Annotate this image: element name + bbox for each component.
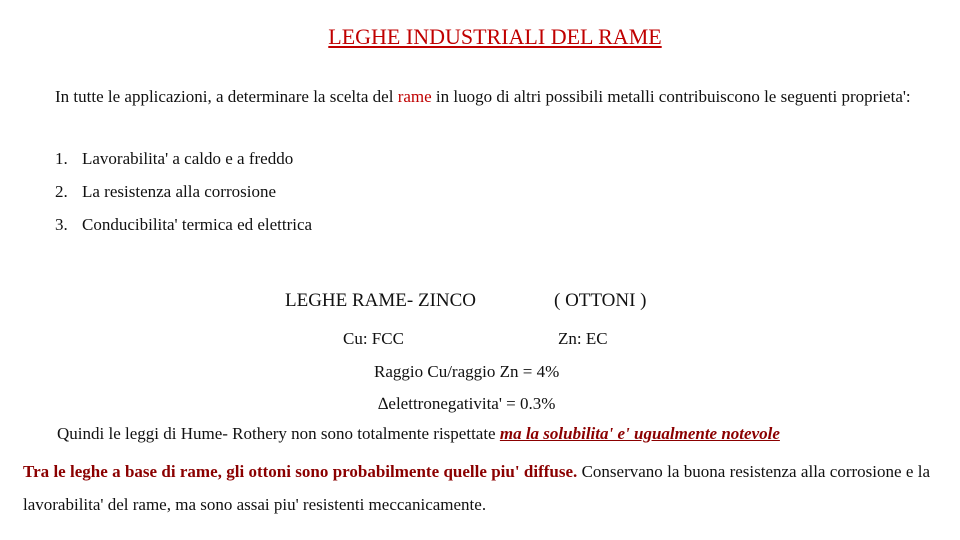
hume-rothery-note	[57, 424, 780, 444]
hume-text: Quindi le leggi di Hume- Rothery non sono totalmente rispettate	[57, 424, 500, 443]
zn-structure: Zn: EC	[558, 329, 608, 348]
page-title: LEGHE INDUSTRIALI DEL RAME	[328, 24, 662, 49]
intro-text-before: In tutte le applicazioni, a determinare la scelta del	[55, 87, 398, 106]
electronegativity-diff: ∆elettronegativita' = 0.3%	[378, 394, 556, 413]
radius-ratio: Raggio Cu/raggio Zn = 4%	[374, 362, 560, 381]
section-heading-alias: ( OTTONI )	[554, 290, 647, 311]
list-text: Conducibilita' termica ed elettrica	[82, 215, 313, 234]
list-item	[55, 178, 312, 211]
section-heading: LEGHE RAME- ZINCO	[285, 290, 477, 311]
intro-text-after: in luogo di altri possibili metalli contribuiscono le seguenti proprieta':	[431, 87, 911, 106]
list-text: La resistenza alla corrosione	[82, 182, 276, 201]
list-number: 2.	[55, 182, 68, 201]
list-text: Lavorabilita' a caldo e a freddo	[82, 149, 294, 168]
list-number: 1.	[55, 149, 68, 168]
conclusion-rest: Conservano la buona resistenza alla corrosione e la lavorabilita' del rame, ma sono assai piu' resistenti meccanicamente.	[23, 462, 930, 514]
cu-structure: Cu: FCC	[343, 329, 404, 348]
list-item	[55, 145, 312, 178]
intro-paragraph	[55, 80, 929, 113]
list-item	[55, 211, 312, 244]
intro-highlight-rame: rame	[397, 87, 432, 106]
list-number: 3.	[55, 215, 68, 234]
conclusion-paragraph	[23, 455, 930, 521]
conclusion-bold: Tra le leghe a base di rame, gli ottoni sono probabilmente quelle piu' diffuse.	[23, 462, 578, 481]
hume-emphasis: ma la solubilita' e' ugualmente notevole	[499, 424, 780, 443]
properties-list	[55, 145, 312, 244]
